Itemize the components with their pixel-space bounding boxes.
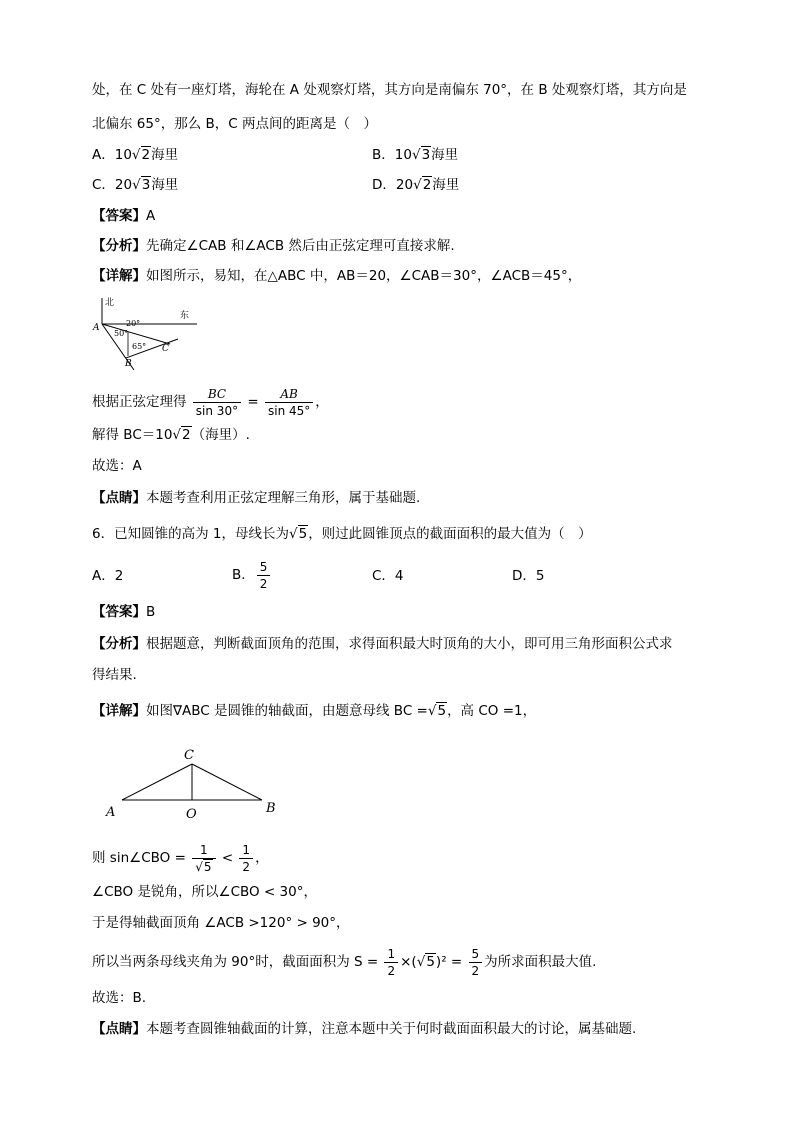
q6-option-b: B． $\frac{5}{2}$ (232, 555, 272, 595)
fraction: $\frac{5}{2}$ (469, 946, 483, 979)
fig-point-c: C (162, 344, 169, 354)
sqrt-symbol: √2 (413, 177, 432, 193)
sqrt-symbol: √3 (411, 147, 431, 163)
sqrt-symbol: √5 (427, 703, 447, 719)
q5-option-a: A．10√2海里 (92, 147, 179, 163)
fraction: $\frac{BC}{\sin 30^\circ}$ (193, 386, 241, 419)
fig-point-a: A (106, 805, 116, 820)
fig-point-b: B (125, 359, 132, 369)
fig-point-o: O (186, 807, 197, 822)
q5-option-d: D．20√2海里 (372, 177, 460, 193)
fig-angle-20: 20° (126, 319, 141, 328)
q6-analysis-line1: 【分析】根据题意，判断截面顶角的范围，求得面积最大时顶角的大小，即可用三角形面积公式求 (92, 636, 673, 652)
q6-analysis-line2: 得结果. (92, 667, 137, 683)
sqrt-symbol: √5 (195, 859, 212, 874)
q5-sine-law: 根据正弦定理得 $\frac{BC}{\sin 30^\circ}$ = $\frac{AB}{\sin 45^\circ}$ ， (92, 386, 329, 418)
fraction: $\frac{AB}{\sin 45^\circ}$ (265, 386, 313, 419)
sqrt-symbol: √3 (132, 177, 151, 193)
q5-choose: 故选：A (92, 458, 142, 474)
fig-angle-50: 50° (114, 329, 129, 338)
fig-point-c: C (184, 748, 194, 763)
q6-choose: 故选：B. (92, 990, 147, 1006)
q6-stem: 6．已知圆锥的高为 1，母线长为√5，则过此圆锥顶点的截面面积的最大值为（ ） (92, 526, 592, 542)
fig-east-label: 东 (180, 311, 190, 321)
fraction: $\frac{1}{2}$ (239, 842, 253, 875)
fig-point-a: A (93, 323, 100, 333)
fraction: $\frac{1}{√5}$ (192, 842, 215, 875)
q6-apex: 于是得轴截面顶角 ∠ACB >120° > 90°， (92, 915, 350, 931)
sqrt-symbol: √2 (172, 427, 191, 443)
q6-detail: 【详解】如图∇ABC 是圆锥的轴截面，由题意母线 BC =√5，高 CO =1， (92, 703, 537, 719)
q5-stem-line2: 北偏东 65°，那么 B，C 两点间的距离是（ ） (92, 116, 377, 132)
sqrt-symbol: √5 (288, 526, 308, 542)
q5-option-c: C．20√3海里 (92, 177, 179, 193)
q5-detail: 【详解】如图所示，易知，在△ABC 中，AB＝20，∠CAB＝30°，∠ACB＝45°， (92, 268, 582, 284)
q6-option-d: D．5 (512, 568, 545, 584)
fig-north-label: 北 (105, 298, 115, 308)
q5-analysis: 【分析】先确定∠CAB 和∠ACB 然后由正弦定理可直接求解. (92, 238, 455, 254)
sqrt-symbol: √5 (416, 954, 435, 970)
q6-option-c: C．4 (372, 568, 404, 584)
fig-angle-65: 65° (132, 342, 147, 351)
fraction: $\frac{5}{2}$ (257, 559, 271, 592)
q5-solve: 解得 BC＝10√2（海里）. (92, 427, 250, 443)
q6-area: 所以当两条母线夹角为 90°时，截面面积为 S = $\frac{1}{2}$ ×(√5)² = $\frac{5}{2}$ 为所求面积最大值. (92, 944, 596, 980)
sqrt-symbol: √2 (131, 147, 151, 163)
q6-comment: 【点睛】本题考查圆锥轴截面的计算，注意本题中关于何时截面面积最大的讨论，属基础题. (92, 1021, 637, 1037)
q5-answer: 【答案】A (92, 208, 156, 224)
q6-sin-cbo: 则 sin∠CBO = $\frac{1}{√5}$ < $\frac{1}{2}$ ， (92, 842, 269, 874)
q6-cone-section-figure (100, 742, 290, 822)
q6-answer: 【答案】B (92, 604, 156, 620)
fraction: $\frac{1}{2}$ (384, 946, 398, 979)
q5-navigation-figure (92, 296, 202, 371)
q6-acute: ∠CBO 是锐角，所以∠CBO < 30°， (92, 884, 317, 900)
q5-comment: 【点睛】本题考查利用正弦定理解三角形，属于基础题. (92, 490, 421, 506)
q5-stem-line1: 处，在 C 处有一座灯塔，海轮在 A 处观察灯塔，其方向是南偏东 70°，在 B 处观察灯塔，其方向是 (92, 82, 687, 98)
q6-option-a: A．2 (92, 568, 124, 584)
q5-option-b: B．10√3海里 (372, 147, 459, 163)
fig-point-b: B (266, 801, 276, 816)
